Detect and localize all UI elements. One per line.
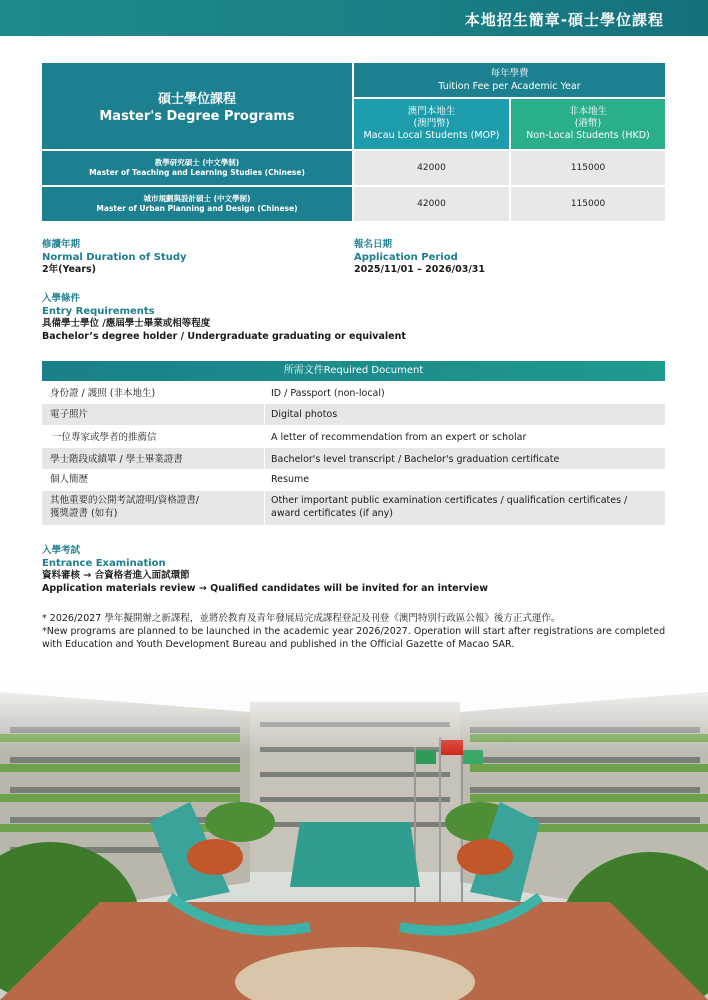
document-zh: 學士階段成績單 / 學士畢業證書 xyxy=(50,454,183,465)
document-row xyxy=(42,470,665,490)
campus-courtyard-photo xyxy=(0,672,708,1000)
macau-header-zh: 澳門本地生 xyxy=(407,106,456,117)
document-zh: 身份證 / 護照 (非本地生) xyxy=(50,388,156,399)
document-row xyxy=(42,448,665,469)
entry-label-en: Entry Requirements xyxy=(42,305,155,317)
application-period-value: 2025/11/01 – 2026/03/31 xyxy=(354,264,486,275)
exam-value-zh: 資料審核 → 合資格者進入面試環節 xyxy=(42,570,190,581)
note-zh: * 2026/2027 學年擬開辦之新課程，並將於教育及青年發展局完成課程登記及刊登《澳門特別行政區公報》後方正式運作。 xyxy=(42,613,561,624)
document-en: Bachelor's level transcript / Bachelor's graduation certificate xyxy=(271,454,560,465)
document-row xyxy=(42,426,665,447)
entrance-exam-section xyxy=(42,545,488,595)
fee-heading-en: Tuition Fee per Academic Year xyxy=(438,81,581,92)
nonlocal-students-header xyxy=(511,99,665,149)
exam-value-en: Application materials review → Qualified candidates will be invited for an interview xyxy=(42,582,488,594)
document-en-line2: award certificates (if any) xyxy=(271,508,393,519)
application-period-section xyxy=(354,239,485,277)
document-zh xyxy=(50,494,199,520)
exam-label-zh: 入學考試 xyxy=(42,545,81,556)
documents-heading: 所需文件Required Document xyxy=(42,361,665,381)
document-en xyxy=(271,494,627,520)
note-en-line2: with Education and Youth Development Bureau and published in the Official Gazette of Macao SAR. xyxy=(42,639,515,650)
program-heading-en: Master's Degree Programs xyxy=(99,109,295,124)
nonlocal-header-currency: (港幣) xyxy=(574,118,602,129)
program-name-zh: 教學研究碩士 (中文學制) xyxy=(154,158,240,167)
document-en-line1: Other important public examination certificates / qualification certificates / xyxy=(271,495,628,506)
document-row xyxy=(42,491,665,525)
document-en: Digital photos xyxy=(271,409,338,420)
document-en: A letter of recommendation from an expert or scholar xyxy=(271,432,527,443)
application-label-zh: 報名日期 xyxy=(354,239,393,250)
program-name-zh: 城市規劃與設計碩士 (中文學制) xyxy=(143,194,251,203)
duration-label-en: Normal Duration of Study xyxy=(42,251,187,263)
entry-value-zh: 具備學士學位 /應屆學士畢業或相等程度 xyxy=(42,318,211,329)
duration-label-zh: 修讀年期 xyxy=(42,239,81,250)
macau-fee-value: 42000 xyxy=(354,151,509,185)
application-label-en: Application Period xyxy=(354,251,458,263)
document-zh-line2: 獲獎證書 (如有) xyxy=(50,508,118,519)
macau-header-currency: (澳門幣) xyxy=(413,118,450,129)
program-heading-cell xyxy=(42,63,352,149)
header-bar xyxy=(0,0,708,36)
entry-requirements-section xyxy=(42,293,406,343)
macau-students-header xyxy=(354,99,509,149)
exam-label-en: Entrance Examination xyxy=(42,557,166,569)
document-row xyxy=(42,404,665,425)
nonlocal-header-en: Non-Local Students (HKD) xyxy=(526,130,650,141)
program-name-en: Master of Teaching and Learning Studies (Chinese) xyxy=(89,168,305,177)
document-zh: 個人簡歷 xyxy=(50,474,89,485)
program-row-name xyxy=(42,151,352,185)
header-title: 本地招生簡章-碩士學位課程 xyxy=(464,11,664,29)
program-heading-zh: 碩士學位課程 xyxy=(157,92,236,107)
macau-fee-value: 42000 xyxy=(354,187,509,221)
column-divider xyxy=(264,383,265,525)
nonlocal-header-zh: 非本地生 xyxy=(568,106,607,117)
entry-value-en: Bachelor’s degree holder / Undergraduate graduating or equivalent xyxy=(42,330,406,342)
nonlocal-fee-value: 115000 xyxy=(511,151,665,185)
program-row-name xyxy=(42,187,352,221)
duration-value: 2年(Years) xyxy=(42,264,96,275)
document-row xyxy=(42,383,665,403)
document-en: ID / Passport (non-local) xyxy=(271,388,385,399)
document-zh: 電子照片 xyxy=(50,409,89,420)
program-name-en: Master of Urban Planning and Design (Chinese) xyxy=(96,204,298,213)
fee-heading-cell xyxy=(354,63,665,97)
entry-label-zh: 入學條件 xyxy=(42,293,81,304)
document-zh-line1: 其他重要的公開考試證明/資格證書/ xyxy=(50,495,199,506)
fee-heading-zh: 每年學費 xyxy=(490,68,529,79)
macau-header-en: Macau Local Students (MOP) xyxy=(363,130,500,141)
document-en: Resume xyxy=(271,474,310,485)
duration-section xyxy=(42,239,187,277)
note-en-line1: *New programs are planned to be launched in the academic year 2026/2027. Operation will start after registrations are completed xyxy=(42,626,666,637)
document-zh: 一位專家或學者的推薦信 xyxy=(52,432,157,443)
nonlocal-fee-value: 115000 xyxy=(511,187,665,221)
